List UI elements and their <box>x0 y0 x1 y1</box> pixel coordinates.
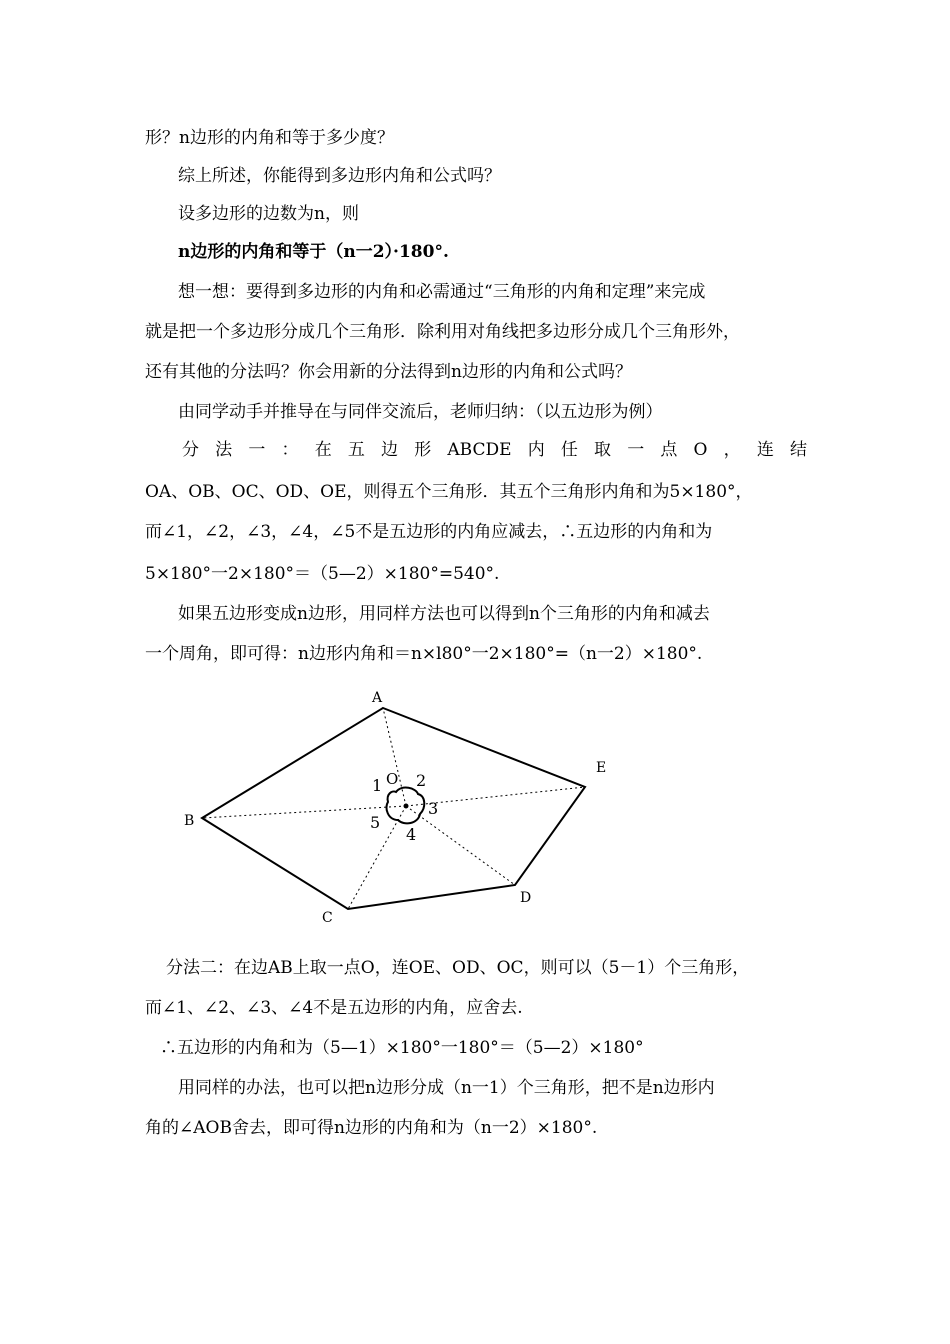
w3: ： <box>281 440 299 460</box>
angle-label-3: 3 <box>428 799 439 818</box>
text-line-8: 由同学动手并推导在与同伴交流后，老师归纳：（以五边形为例） <box>178 402 663 422</box>
text-line-10: OA、OB、OC、OD、OE，则得五个三角形．其五个三角形内角和为5×180°， <box>145 482 753 502</box>
w8: ABCDE <box>447 440 512 460</box>
text-line-13: 如果五边形变成n边形，用同样方法也可以得到n个三角形的内角和减去 <box>178 604 710 624</box>
formula-line: n边形的内角和等于（n一2）·180°. <box>178 242 449 262</box>
label-b: B <box>184 813 195 829</box>
angle-label-1: 1 <box>372 776 383 795</box>
w11: 取 <box>594 440 612 460</box>
diagonal-lines <box>202 708 585 909</box>
center-point <box>404 804 409 809</box>
text-line-1: 形？n边形的内角和等于多少度？ <box>145 128 394 148</box>
text-line-19: 角的∠AOB舍去，即可得n边形的内角和为（n一2）×180°. <box>145 1118 598 1138</box>
w9: 内 <box>527 440 545 460</box>
w10: 任 <box>560 440 578 460</box>
w12: 一 <box>627 440 645 460</box>
w1: 法 <box>215 440 233 460</box>
w17: 结 <box>790 440 807 460</box>
label-o: O <box>386 770 399 788</box>
w16: 连 <box>756 440 774 460</box>
w0: 分 <box>182 440 199 460</box>
w7: 形 <box>414 440 432 460</box>
w6: 边 <box>381 440 399 460</box>
text-line-3: 设多边形的边数为n，则 <box>178 204 359 224</box>
text-line-11: 而∠1，∠2，∠3，∠4，∠5不是五边形的内角应减去，∴五边形的内角和为 <box>145 522 713 542</box>
text-line-18: 用同样的办法，也可以把n边形分成（n一1）个三角形，把不是n边形内 <box>178 1078 715 1098</box>
text-line-2: 综上所述，你能得到多边形内角和公式吗？ <box>178 166 501 186</box>
text-line-14: 一个周角，即可得：n边形内角和＝n×l80°一2×180°=（n一2）×180°. <box>145 644 703 664</box>
label-c: C <box>322 910 333 926</box>
pentagon-outline <box>202 708 585 909</box>
angle-label-4: 4 <box>406 825 417 844</box>
w5: 五 <box>347 440 365 460</box>
text-line-5: 想一想：要得到多边形的内角和必需通过“三角形的内角和定理”来完成 <box>178 282 706 302</box>
text-line-12: 5×180°一2×180°＝（5—2）×180°=540°. <box>145 564 500 584</box>
label-e: E <box>596 760 607 776</box>
text-line-15: 分法二：在边AB上取一点O，连OE、OD、OC，则可以（5－1）个三角形， <box>166 958 750 978</box>
w4: 在 <box>314 440 332 460</box>
method-one-heading <box>182 438 807 462</box>
w2: 一 <box>248 440 266 460</box>
text-line-17: ∴五边形的内角和为（5—1）×180°一180°＝（5—2）×180° <box>160 1038 644 1058</box>
w13: 点 <box>660 440 678 460</box>
w14: O <box>693 440 708 460</box>
w15: ， <box>723 440 741 460</box>
angle-label-5: 5 <box>370 813 381 832</box>
text-line-6: 就是把一个多边形分成几个三角形．除利用对角线把多边形分成几个三角形外， <box>145 322 740 342</box>
label-d: D <box>520 890 532 906</box>
pentagon-figure <box>170 680 620 930</box>
angle-label-2: 2 <box>416 771 427 790</box>
text-line-7: 还有其他的分法吗？你会用新的分法得到n边形的内角和公式吗？ <box>145 362 632 382</box>
line-od <box>406 806 515 885</box>
label-a: A <box>372 690 383 706</box>
text-line-16: 而∠1、∠2、∠3、∠4不是五边形的内角，应舍去. <box>145 998 523 1018</box>
